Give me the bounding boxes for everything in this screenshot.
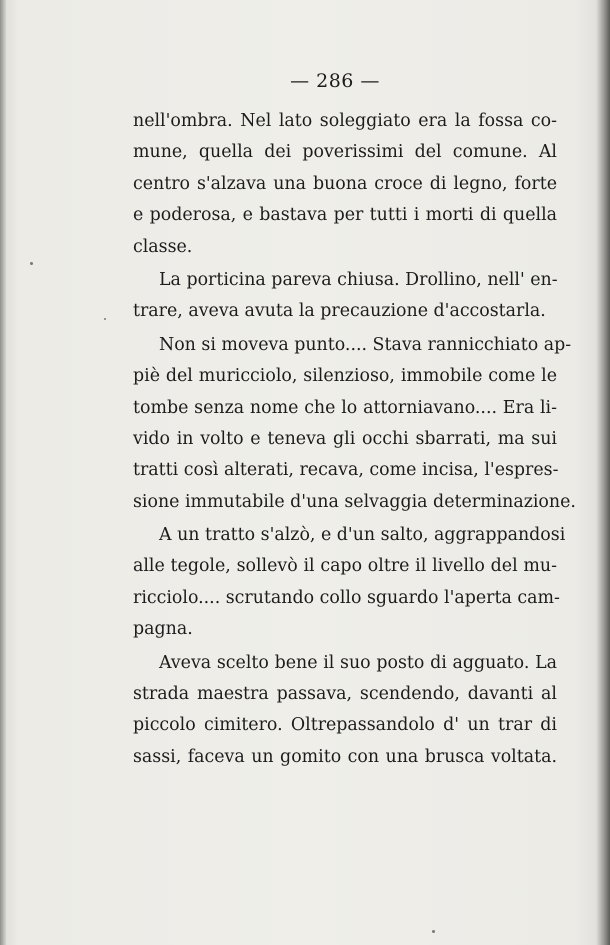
text-line: piccolo cimitero. Oltrepassandolo d' un trar di <box>133 715 557 736</box>
text-line: sione immutabile d'una selvaggia determinazione. <box>133 491 576 512</box>
text-line: sassi, faceva un gomito con una brusca voltata. <box>133 746 557 767</box>
text-line: nell'ombra. Nel lato soleggiato era la fossa co- <box>133 111 557 131</box>
text-line: Aveva scelto bene il suo posto di agguato. La <box>159 652 557 673</box>
text-line: mune, quella dei poverissimi del comune. Al <box>133 142 557 163</box>
text-line: centro s'alzava una buona croce di legno, forte <box>133 173 557 194</box>
text-line: Non si moveva punto.... Stava rannicchiato ap- <box>159 334 572 355</box>
text-line: trare, aveva avuta la precauzione d'accostarla. <box>133 301 546 322</box>
paper-speck <box>104 318 106 320</box>
page-left-edge <box>0 0 6 945</box>
page-number: — 286 — <box>290 70 380 92</box>
paper-speck <box>432 930 435 933</box>
paragraph-2 <box>133 265 557 328</box>
text-line: vido in volto e teneva gli occhi sbarrati, ma sui <box>133 428 557 449</box>
text-line: pagna. <box>133 619 193 640</box>
text-line: e poderosa, e bastava per tutti i morti di quella <box>133 205 557 226</box>
paragraph-4 <box>133 520 566 646</box>
text-line: A un tratto s'alzò, e d'un salto, aggrappandosi <box>159 525 566 546</box>
text-line: tombe senza nome che lo attorniavano.... Era li- <box>133 397 557 418</box>
text-line: tratti così alterati, recava, come incisa, l'espres- <box>133 460 559 481</box>
paper-speck <box>30 262 33 265</box>
text-line: ricciolo.... scrutando collo sguardo l'aperta cam- <box>133 587 560 608</box>
text-line: strada maestra passava, scendendo, davanti al <box>133 684 557 705</box>
paragraph-3 <box>133 330 576 518</box>
text-line: La porticina pareva chiusa. Drollino, nell' en- <box>159 269 558 290</box>
text-line: classe. <box>133 236 193 257</box>
paragraph-1 <box>133 106 557 263</box>
text-line: alle tegole, sollevò il capo oltre il livello del mu- <box>133 556 557 577</box>
paragraph-5 <box>133 648 557 774</box>
body-text <box>133 106 576 773</box>
text-line: piè del muricciolo, silenzioso, immobile come le <box>133 366 557 387</box>
